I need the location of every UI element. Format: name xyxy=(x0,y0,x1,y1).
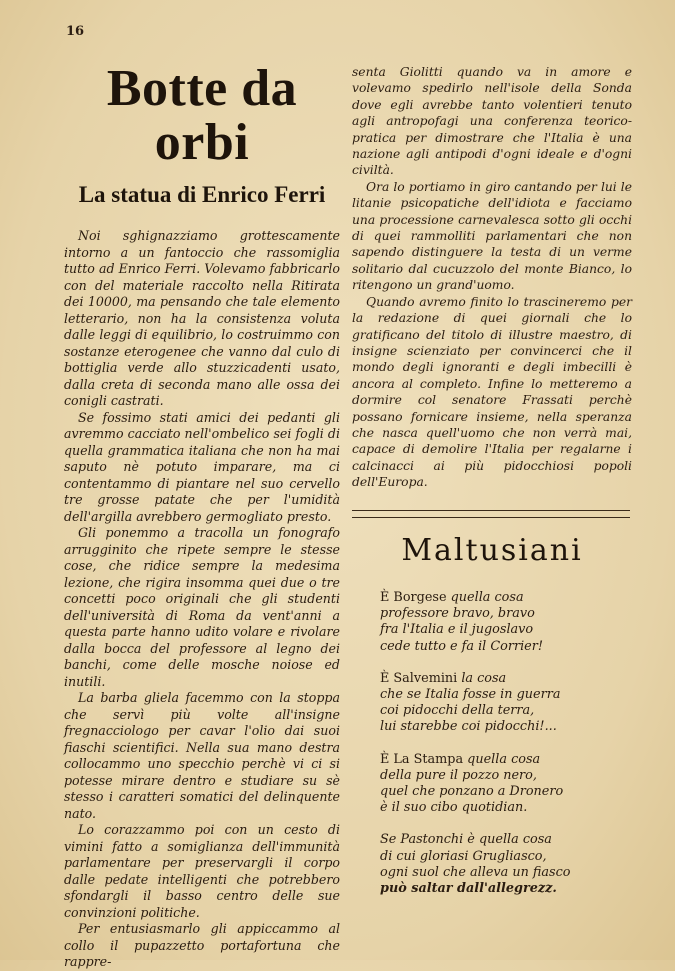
section-divider xyxy=(352,510,630,518)
poem xyxy=(380,590,630,913)
poem-stanza xyxy=(380,832,630,897)
poem-line: professore bravo, bravo xyxy=(380,606,535,622)
article-body-left xyxy=(64,228,340,971)
article-subtitle: La statua di Enrico Ferri xyxy=(78,182,326,207)
paragraph: Lo corazzammo poi con un cesto di vimini fatto a somiglianza dell'immunità parlamentare per preservargli il corpo dalle pedate intelligenti che potrebbero sfondargli il basso centro delle sue convinzioni politiche. xyxy=(64,822,340,920)
poem-line: che se Italia fosse in guerra xyxy=(380,687,561,703)
poem-title: Maltusiani xyxy=(401,533,583,568)
stanza-lead: È Borgese xyxy=(380,590,447,605)
stanza-lead-rest: la cosa xyxy=(457,670,507,686)
stanza-lead-rest: è quella cosa xyxy=(463,832,552,848)
poem-stanza xyxy=(380,752,630,817)
paragraph: Quando avremo finito lo trascineremo per la redazione di quei giornali che lo gratificano del titolo di illustre maestro, di insigne scienziato per convincerci che il mondo degli ignoranti e degli imbecilli è ancora al completo. Infine lo metteremo a dormire col senatore Frassati perchè possano fornicare insieme, nella speranza che nasca quell'uomo che non verrà mai, capace di demolire l'Italia per regalarne i calcinacci ai più pidocchiosi popoli dell'Europa. xyxy=(352,294,632,490)
paragraph: Per entusiasmarlo gli appiccammo al collo il pupazzetto portafortuna che rappre- xyxy=(64,921,340,969)
stanza-lead-rest: quella cosa xyxy=(446,590,524,605)
article-right-column xyxy=(352,64,632,491)
stanza-lead-rest: quella cosa xyxy=(463,751,541,767)
article-left-column xyxy=(64,58,340,971)
poem-line: della pure il pozzo nero, xyxy=(380,767,537,783)
article-body-right xyxy=(352,64,632,491)
poem-line: è il suo cibo quotidian. xyxy=(380,800,528,816)
paragraph: Se fossimo stati amici dei pedanti gli avremmo cacciato nell'ombelico sei fogli di quella grammatica italiana che non ha mai saputo nè potuto imparare, ma ci contentammo di piantare nel suo cervello tre grosse patate che per l'umidità dell'argilla avrebbero germogliato presto. xyxy=(64,409,340,524)
poem-line: cede tutto e fa il Corrier! xyxy=(380,638,543,654)
stanza-lead: Se Pastonchi xyxy=(380,832,464,848)
poem-line: quel che ponzano a Dronero xyxy=(380,784,564,800)
paragraph: Ora lo portiamo in giro cantando per lui le litanie psicopatiche dell'idiota e facciamo una processione carnevalesca sotto gli occhi di quei rammolliti parlamentari che non sapendo distinguere la testa di un verme solitario dal cucuzzolo del monte Bianco, lo ritengono un grand'uomo. xyxy=(352,179,632,293)
poem-line: lui starebbe coi pidocchi!... xyxy=(380,719,557,735)
poem-line: di cui gloriasi Grugliasco, xyxy=(380,848,547,864)
poem-line: fra l'Italia e il jugoslavo xyxy=(380,622,534,638)
paragraph: Noi sghignazziamo grottescamente intorno a un fantoccio che rassomiglia tutto ad Enrico Ferri. Volevamo fabbricarlo con del materiale raccolto nella Ritirata dei 10000, ma pensando che tale elemento letterario, non ha la consistenza voluta dalle leggi di equilibrio, lo costruimmo con sostanze eterogenee che vanno dal culo di bottiglia verde allo stuzzicadenti usato, dalla creta di seconda mano alle ossa dei conigli castrati. xyxy=(64,228,340,408)
poem-line: coi pidocchi della terra, xyxy=(380,703,535,719)
paragraph: Gli ponemmo a tracolla un fonografo arrugginito che ripete sempre le stesse cose, che ridice sempre la medesima lezione, che rigira insomma quei due o tre concetti poco originali che gli studenti dell'università di Roma da vent'anni a questa parte hanno udito volare e rivolare dalla bocca del professore al legno dei banchi, come delle mosche noiose ed inutili. xyxy=(64,525,340,689)
poem-stanza xyxy=(380,590,630,655)
poem-stanza xyxy=(380,671,630,736)
page-number: 16 xyxy=(66,24,85,39)
stanza-lead: È La Stampa xyxy=(380,751,464,767)
paragraph: La barba gliela facemmo con la stoppa che servì più volte all'insigne fregnacciologo per cavar l'olio dai suoi fiaschi scientifici. Nella sua mano destra collocammo uno specchio perchè vi ci si potesse mirare dentro e studiare su sè stesso i caratteri somatici del delinquente nato. xyxy=(64,690,340,821)
stanza-lead: È Salvemini xyxy=(380,670,458,686)
poem-line: può saltar dall'allegrezz. xyxy=(380,881,557,897)
article-title: Botte da orbi xyxy=(106,60,298,171)
paragraph: senta Giolitti quando va in amore e volevamo spedirlo nell'isole della Sonda dove egli avrebbe tanto volentieri tenuto agli antropofagi una conferenza teorico-pratica per dimostrare che l'Italia è una nazione agli antipodi d'ogni ideale e d'ogni civiltà. xyxy=(352,65,632,178)
poem-line: ogni suol che alleva un fiasco xyxy=(380,864,571,880)
